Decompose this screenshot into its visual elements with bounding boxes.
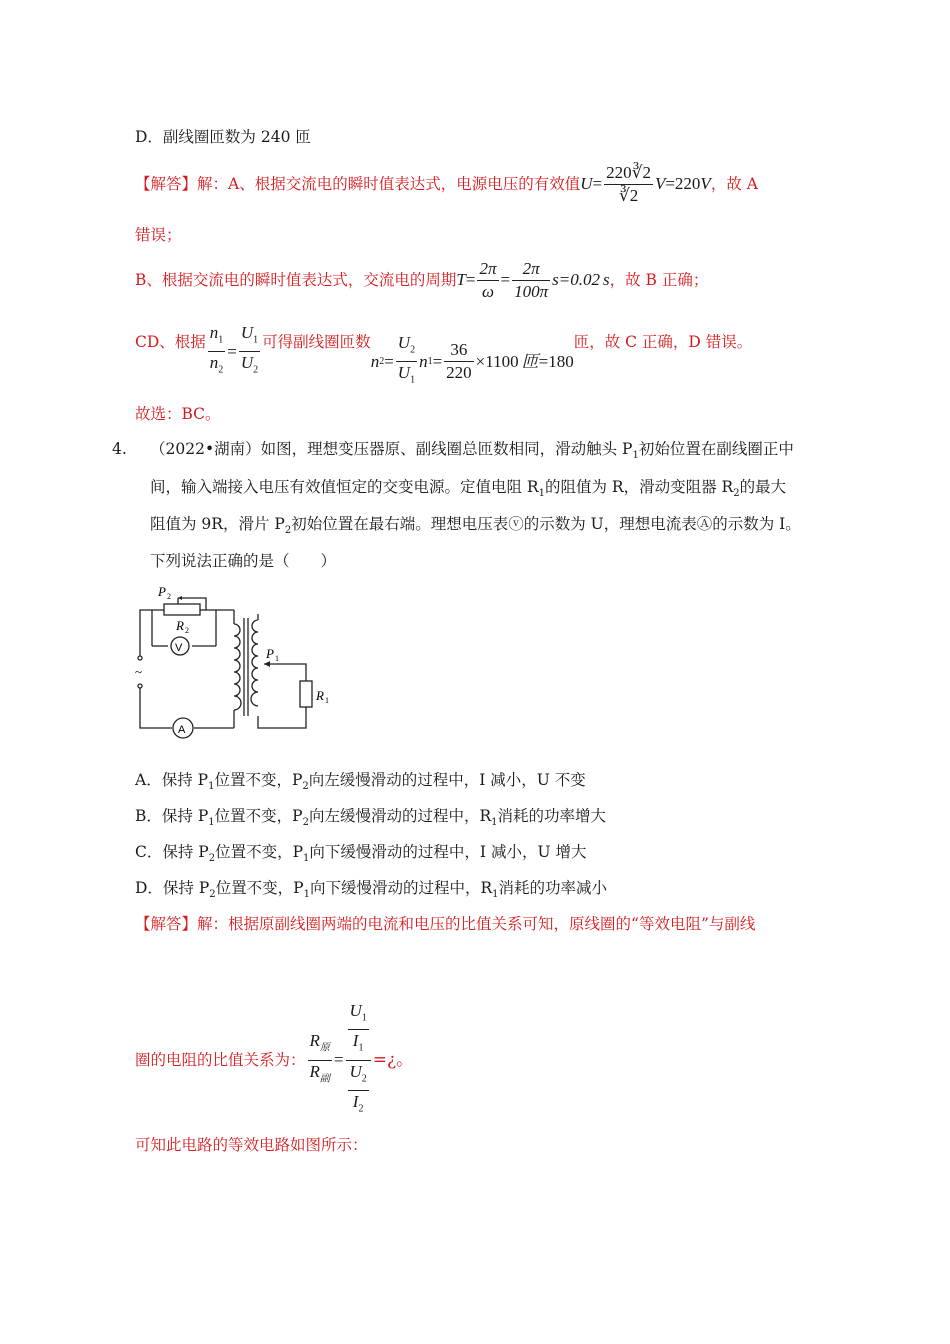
option-d: D．副线圈匝数为 240 匝: [135, 128, 311, 146]
stem-line-4: 下列说法正确的是（ ）: [150, 552, 337, 570]
question-number: 4.: [112, 440, 127, 458]
stem-line-3: 阻值为 9R，滑片 $P_2$初始位置在最右端。理想电压表ⓥ的示数为 U，理想电流表Ⓐ的示数为 I。: [150, 515, 801, 537]
option-b: B．保持 $P_1$位置不变，$P_2$向左缓慢滑动的过程中，$R_1$消耗的功率增大: [135, 807, 606, 829]
option-d-q4: D．保持 $P_2$位置不变，$P_1$向下缓慢滑动的过程中，$R_1$消耗的功率减小: [135, 879, 608, 901]
answer-line-b: B、根据交流电的瞬时值表达式，交流电的周期 T = $\frac{2\pi}{\omega}$ = $\frac{2\pi}{100\pi}$ s=0.02 s ，故 B 正确；: [135, 258, 709, 301]
label-r1: R: [316, 688, 324, 703]
answer-line-cd: CD、根据 $\frac{n_1}{n_2}$ = $\frac{U_1}{U_2}$ 可得副线圈匝数 n 2 = $\frac{U_2}{U_1}$ n 1 = $\frac{36}{220}$ ×1100 匝 =180 匝，故 C 正确，D 错误。: [135, 322, 752, 370]
answer-line-a: [135, 160, 758, 208]
answer-text-a-post: ，故 A: [710, 175, 758, 193]
label-p1: P: [266, 646, 274, 661]
answer-q4-ratio: 圈的电阻的比值关系为： $\frac{R_原}{R_副}$ = $\frac{\frac{U_1}{I_1}}{\frac{U_2}{I_2}}$ =¿。: [135, 1005, 413, 1115]
stem-line-2: 间，输入端接入电压有效值恒定的交变电源。定值电阻 $R_1$的阻值为 R，滑动变阻器 $R_2$的最大: [150, 478, 787, 500]
answer-text-a: 解：A、根据交流电的瞬时值表达式，电源电压的有效值: [197, 175, 581, 193]
answer-line-a-cont: 错误；: [135, 226, 182, 244]
svg-text:1: 1: [275, 654, 279, 663]
formula-secondary-turns: n 2 = $\frac{U_2}{U_1}$ n 1 = $\frac{36}{220}$ ×1100 匝 =180: [370, 333, 574, 386]
formula-equivalent-resistance: $\frac{R_原}{R_副}$ = $\frac{\frac{U_1}{I_1}}{\frac{U_2}{I_2}}$ =¿。: [309, 1000, 414, 1115]
voltmeter-label: V: [175, 642, 183, 654]
formula-turns-ratio: $\frac{n_1}{n_2}$ = $\frac{U_1}{U_2}$: [209, 323, 259, 376]
svg-text:1: 1: [325, 696, 329, 705]
option-a: A．保持 $P_1$位置不变，$P_2$向左缓慢滑动的过程中，I 减小，U 不变: [135, 771, 586, 793]
answer-tag: 【解答】: [135, 175, 198, 193]
option-c: C．保持 $P_2$位置不变，$P_1$向下缓慢滑动的过程中，I 减小，U 增大: [135, 843, 587, 865]
svg-text:2: 2: [185, 626, 189, 635]
ammeter-label: A: [178, 724, 186, 736]
formula-effective-voltage: U = $\frac{220∛2}{∛2}$ V =220 V: [580, 162, 711, 205]
conclusion: 故选：BC。: [135, 405, 221, 423]
stem-line-1: （2022•湖南）如图，理想变压器原、副线圈总匝数相同，滑动触头 $P_1$初始位置在副线圈正中: [150, 440, 794, 462]
ac-source-symbol: ~: [135, 664, 143, 679]
answer-q4-line-1: 【解答】解：根据原副线圈两端的电流和电压的比值关系可知，原线圈的“等效电阻”与副线: [135, 915, 756, 933]
answer-q4-line-3: 可知此电路的等效电路如图所示：: [135, 1136, 368, 1154]
transformer-circuit-diagram: [130, 578, 340, 740]
label-p2: P: [158, 584, 166, 599]
label-r2: R: [176, 618, 184, 633]
svg-text:2: 2: [167, 592, 171, 601]
formula-period: T = $\frac{2\pi}{\omega}$ = $\frac{2\pi}{100\pi}$ s=0.02 s: [456, 258, 610, 301]
